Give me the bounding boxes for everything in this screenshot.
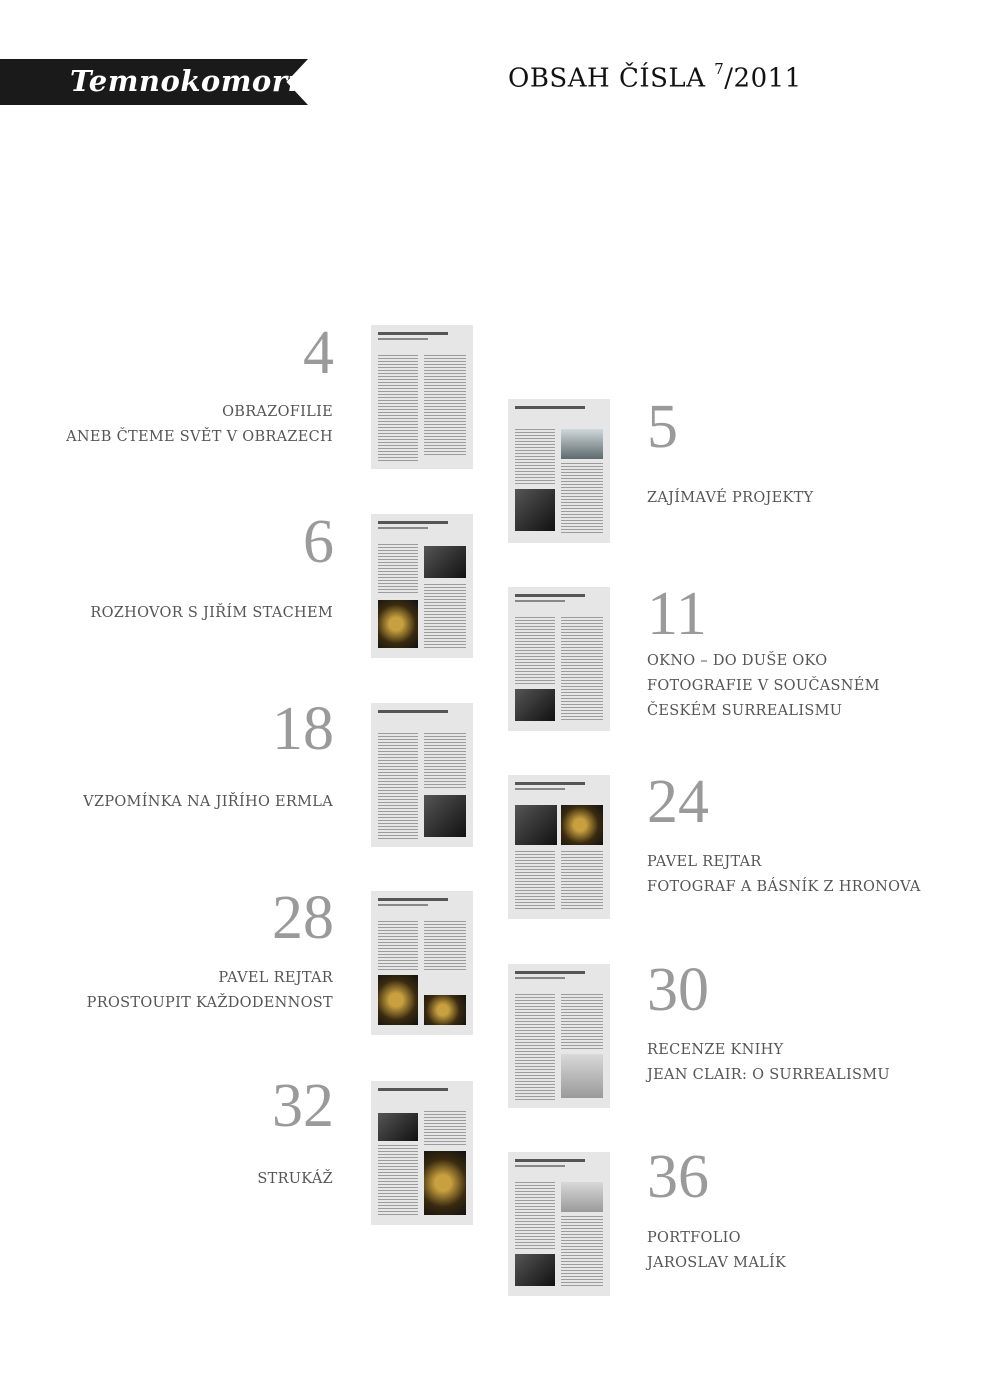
- entry-title: [647, 649, 967, 724]
- page-thumbnail[interactable]: [508, 775, 610, 919]
- entry-title-line: ČESKÉM SURREALISMU: [647, 703, 843, 719]
- entry-title-line: STRUKÁŽ: [257, 1171, 333, 1187]
- entry-title: [647, 850, 967, 900]
- page-thumbnail[interactable]: [371, 325, 473, 469]
- brand-logo: Temnokomorník: [70, 64, 342, 98]
- entry-title-line: PAVEL REJTAR: [647, 854, 762, 870]
- page-thumbnail[interactable]: [508, 399, 610, 543]
- page-number: 11: [647, 580, 707, 648]
- entry-title-line: FOTOGRAF A BÁSNÍK Z HRONOVA: [647, 879, 921, 895]
- entry-title: [13, 601, 333, 626]
- page-thumbnail[interactable]: [371, 1081, 473, 1225]
- entry-title-line: ZAJÍMAVÉ PROJEKTY: [647, 490, 814, 506]
- page-number: 32: [272, 1072, 334, 1140]
- entry-title: [13, 400, 333, 450]
- issue-year: /2011: [724, 63, 802, 94]
- entry-title-line: PAVEL REJTAR: [218, 970, 333, 986]
- entry-title: [647, 1038, 967, 1088]
- entry-title-line: ROZHOVOR S JIŘÍM STACHEM: [90, 605, 333, 621]
- entry-title-line: VZPOMÍNKA NA JIŘÍHO ERMLA: [83, 794, 333, 810]
- entry-title-line: OBRAZOFILIE: [222, 404, 333, 420]
- page-number: 28: [272, 884, 334, 952]
- entry-title: [13, 1167, 333, 1192]
- entry-title-line: RECENZE KNIHY: [647, 1042, 784, 1058]
- page-number: 6: [303, 508, 334, 576]
- page-thumbnail[interactable]: [371, 703, 473, 847]
- entry-title: [13, 966, 333, 1016]
- entry-title-line: ANEB ČTEME SVĚT V OBRAZECH: [66, 429, 333, 445]
- issue-number: 7: [714, 60, 725, 78]
- entry-title-line: JEAN CLAIR: O SURREALISMU: [647, 1067, 890, 1083]
- entry-title-line: PORTFOLIO: [647, 1230, 741, 1246]
- page-thumbnail[interactable]: [371, 891, 473, 1035]
- page-thumbnail[interactable]: [508, 964, 610, 1108]
- page-number: 18: [272, 695, 334, 763]
- entry-title: [13, 790, 333, 815]
- page-thumbnail[interactable]: [508, 1152, 610, 1296]
- page-thumbnail[interactable]: [508, 587, 610, 731]
- entry-title-line: FOTOGRAFIE V SOUČASNÉM: [647, 678, 880, 694]
- page-number: 36: [647, 1143, 709, 1211]
- page-number: 5: [647, 393, 678, 461]
- page-number: 4: [303, 319, 334, 387]
- entry-title-line: PROSTOUPIT KAŽDODENNOST: [86, 995, 333, 1011]
- page-number: 30: [647, 956, 709, 1024]
- page-number: 24: [647, 768, 709, 836]
- issue-title: [508, 60, 802, 94]
- entry-title-line: JAROSLAV MALÍK: [647, 1255, 787, 1271]
- entry-title: [647, 1226, 967, 1276]
- issue-label: OBSAH ČÍSLA: [508, 63, 715, 94]
- entry-title: [647, 486, 967, 511]
- page-thumbnail[interactable]: [371, 514, 473, 658]
- entry-title-line: OKNO – DO DUŠE OKO: [647, 653, 828, 669]
